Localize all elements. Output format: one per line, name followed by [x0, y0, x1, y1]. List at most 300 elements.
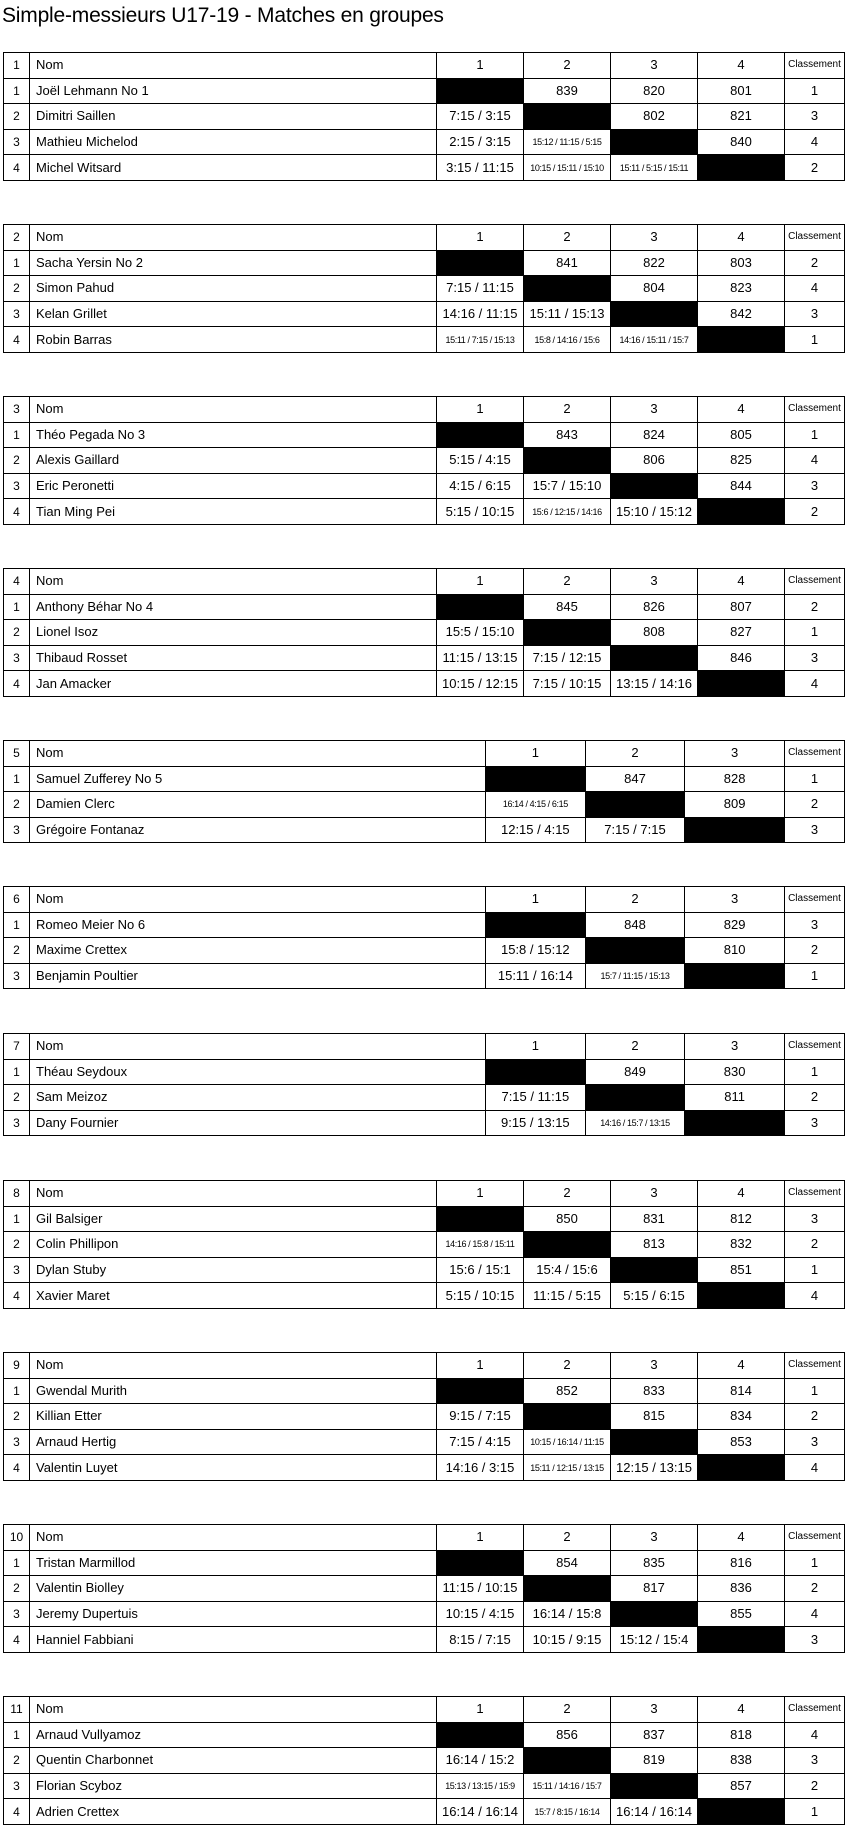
- match-result: 7:15 / 4:15: [437, 1429, 524, 1455]
- player-position: 3: [4, 963, 30, 989]
- group-table: [3, 568, 845, 697]
- classement-column-header: Classement: [785, 569, 845, 595]
- player-position: 4: [4, 155, 30, 181]
- group-number: 9: [4, 1353, 30, 1379]
- match-result: 846: [698, 645, 785, 671]
- player-name: Xavier Maret: [30, 1283, 437, 1309]
- player-position: 1: [4, 766, 30, 792]
- player-position: 2: [4, 1748, 30, 1774]
- player-position: 1: [4, 1206, 30, 1232]
- player-position: 3: [4, 1429, 30, 1455]
- opponent-column-header: 4: [698, 225, 785, 251]
- player-rank: 4: [785, 671, 845, 697]
- player-name: Théo Pegada No 3: [30, 422, 437, 448]
- classement-column-header: Classement: [785, 1525, 845, 1551]
- self-match-cell: [524, 276, 611, 302]
- self-match-cell: [524, 620, 611, 646]
- match-result: 15:8 / 15:12: [486, 938, 586, 964]
- match-result: 821: [698, 104, 785, 130]
- match-result: 15:7 / 8:15 / 16:14: [524, 1799, 611, 1825]
- match-result: 4:15 / 6:15: [437, 473, 524, 499]
- player-position: 4: [4, 671, 30, 697]
- player-rank: 2: [785, 594, 845, 620]
- match-result: 16:14 / 4:15 / 6:15: [486, 792, 586, 818]
- match-result: 15:6 / 15:1: [437, 1257, 524, 1283]
- match-result: 14:16 / 3:15: [437, 1455, 524, 1481]
- classement-column-header: Classement: [784, 887, 844, 913]
- player-name: Quentin Charbonnet: [30, 1748, 437, 1774]
- opponent-column-header: 3: [611, 53, 698, 79]
- player-name: Arnaud Hertig: [30, 1429, 437, 1455]
- match-result: 5:15 / 4:15: [437, 448, 524, 474]
- group-header-row: [4, 53, 845, 79]
- table-row: [4, 594, 845, 620]
- match-result: 813: [611, 1232, 698, 1258]
- self-match-cell: [685, 817, 785, 843]
- match-result: 842: [698, 301, 785, 327]
- group-number: 8: [4, 1181, 30, 1207]
- table-row: [4, 1799, 845, 1825]
- name-column-header: Nom: [30, 887, 486, 913]
- player-position: 1: [4, 1378, 30, 1404]
- self-match-cell: [698, 1799, 785, 1825]
- table-row: [4, 1085, 845, 1111]
- player-position: 3: [4, 817, 30, 843]
- self-match-cell: [486, 1059, 586, 1085]
- match-result: 807: [698, 594, 785, 620]
- group-header-row: [4, 1697, 845, 1723]
- table-row: [4, 155, 845, 181]
- table-row: [4, 1455, 845, 1481]
- group-table: [3, 1696, 845, 1825]
- self-match-cell: [524, 1232, 611, 1258]
- match-result: 856: [524, 1722, 611, 1748]
- self-match-cell: [685, 963, 785, 989]
- classement-column-header: Classement: [785, 1181, 845, 1207]
- opponent-column-header: 2: [524, 1697, 611, 1723]
- table-row: [4, 1059, 845, 1085]
- match-result: 10:15 / 15:11 / 15:10: [524, 155, 611, 181]
- name-column-header: Nom: [30, 397, 437, 423]
- player-name: Sam Meizoz: [30, 1085, 486, 1111]
- player-name: Mathieu Michelod: [30, 129, 437, 155]
- name-column-header: Nom: [30, 1181, 437, 1207]
- name-column-header: Nom: [30, 225, 437, 251]
- opponent-column-header: 3: [611, 1697, 698, 1723]
- self-match-cell: [611, 129, 698, 155]
- player-position: 2: [4, 276, 30, 302]
- player-position: 3: [4, 645, 30, 671]
- match-result: 16:14 / 15:2: [437, 1748, 524, 1774]
- opponent-column-header: 3: [611, 225, 698, 251]
- group-number: 6: [4, 887, 30, 913]
- opponent-column-header: 4: [698, 1181, 785, 1207]
- match-result: 814: [698, 1378, 785, 1404]
- opponent-column-header: 1: [437, 1697, 524, 1723]
- group-number: 3: [4, 397, 30, 423]
- player-name: Michel Witsard: [30, 155, 437, 181]
- player-position: 3: [4, 1773, 30, 1799]
- player-rank: 1: [785, 1799, 845, 1825]
- opponent-column-header: 2: [585, 1034, 685, 1060]
- player-position: 1: [4, 594, 30, 620]
- player-position: 3: [4, 129, 30, 155]
- player-rank: 2: [784, 1085, 844, 1111]
- self-match-cell: [685, 1110, 785, 1136]
- table-row: [4, 1773, 845, 1799]
- match-result: 15:8 / 14:16 / 15:6: [524, 327, 611, 353]
- self-match-cell: [611, 1257, 698, 1283]
- group-table: [3, 1180, 845, 1309]
- group-number: 5: [4, 741, 30, 767]
- match-result: 15:7 / 11:15 / 15:13: [585, 963, 685, 989]
- match-result: 819: [611, 1748, 698, 1774]
- group-number: 11: [4, 1697, 30, 1723]
- table-row: [4, 671, 845, 697]
- player-rank: 3: [785, 645, 845, 671]
- match-result: 16:14 / 15:8: [524, 1601, 611, 1627]
- player-rank: 3: [784, 1110, 844, 1136]
- self-match-cell: [698, 1283, 785, 1309]
- match-result: 812: [698, 1206, 785, 1232]
- player-rank: 2: [785, 1773, 845, 1799]
- table-row: [4, 327, 845, 353]
- self-match-cell: [437, 1550, 524, 1576]
- self-match-cell: [437, 594, 524, 620]
- player-name: Samuel Zufferey No 5: [30, 766, 486, 792]
- player-name: Eric Peronetti: [30, 473, 437, 499]
- match-result: 815: [611, 1404, 698, 1430]
- match-result: 10:15 / 12:15: [437, 671, 524, 697]
- match-result: 15:12 / 11:15 / 5:15: [524, 129, 611, 155]
- player-name: Théau Seydoux: [30, 1059, 486, 1085]
- player-rank: 1: [784, 1059, 844, 1085]
- self-match-cell: [698, 1627, 785, 1653]
- self-match-cell: [698, 327, 785, 353]
- opponent-column-header: 2: [585, 741, 685, 767]
- player-name: Damien Clerc: [30, 792, 486, 818]
- player-rank: 4: [785, 1722, 845, 1748]
- match-result: 852: [524, 1378, 611, 1404]
- self-match-cell: [486, 912, 586, 938]
- page-title: Simple-messieurs U17-19 - Matches en groupes: [2, 4, 444, 27]
- player-position: 2: [4, 938, 30, 964]
- self-match-cell: [437, 250, 524, 276]
- player-name: Grégoire Fontanaz: [30, 817, 486, 843]
- player-rank: 4: [785, 276, 845, 302]
- match-result: 15:12 / 15:4: [611, 1627, 698, 1653]
- match-result: 809: [685, 792, 785, 818]
- match-result: 14:16 / 15:7 / 13:15: [585, 1110, 685, 1136]
- group-header-row: [4, 1181, 845, 1207]
- group-number: 7: [4, 1034, 30, 1060]
- player-position: 1: [4, 912, 30, 938]
- player-rank: 1: [785, 1550, 845, 1576]
- self-match-cell: [585, 792, 685, 818]
- match-result: 7:15 / 12:15: [524, 645, 611, 671]
- self-match-cell: [611, 645, 698, 671]
- match-result: 803: [698, 250, 785, 276]
- match-result: 824: [611, 422, 698, 448]
- player-rank: 3: [785, 473, 845, 499]
- table-row: [4, 912, 845, 938]
- player-rank: 3: [785, 1627, 845, 1653]
- group-table: [3, 224, 845, 353]
- player-name: Dimitri Saillen: [30, 104, 437, 130]
- name-column-header: Nom: [30, 53, 437, 79]
- match-result: 11:15 / 13:15: [437, 645, 524, 671]
- player-rank: 2: [785, 1576, 845, 1602]
- group-table: [3, 1524, 845, 1653]
- match-result: 16:14 / 16:14: [437, 1799, 524, 1825]
- player-rank: 2: [784, 938, 844, 964]
- table-row: [4, 1257, 845, 1283]
- player-rank: 2: [785, 250, 845, 276]
- opponent-column-header: 3: [611, 569, 698, 595]
- group-header-row: [4, 887, 845, 913]
- classement-column-header: Classement: [784, 1034, 844, 1060]
- match-result: 810: [685, 938, 785, 964]
- player-position: 2: [4, 1232, 30, 1258]
- classement-column-header: Classement: [785, 1697, 845, 1723]
- match-result: 15:11 / 16:14: [486, 963, 586, 989]
- match-result: 16:14 / 16:14: [611, 1799, 698, 1825]
- match-result: 14:16 / 15:8 / 15:11: [437, 1232, 524, 1258]
- self-match-cell: [437, 422, 524, 448]
- table-row: [4, 422, 845, 448]
- opponent-column-header: 2: [585, 887, 685, 913]
- match-result: 850: [524, 1206, 611, 1232]
- player-rank: 1: [785, 1378, 845, 1404]
- table-row: [4, 1283, 845, 1309]
- player-name: Anthony Béhar No 4: [30, 594, 437, 620]
- match-result: 845: [524, 594, 611, 620]
- match-result: 7:15 / 11:15: [437, 276, 524, 302]
- player-position: 2: [4, 448, 30, 474]
- player-name: Adrien Crettex: [30, 1799, 437, 1825]
- group-header-row: [4, 397, 845, 423]
- self-match-cell: [437, 78, 524, 104]
- match-result: 10:15 / 4:15: [437, 1601, 524, 1627]
- opponent-column-header: 2: [524, 1353, 611, 1379]
- opponent-column-header: 1: [437, 225, 524, 251]
- match-result: 830: [685, 1059, 785, 1085]
- opponent-column-header: 3: [685, 887, 785, 913]
- match-result: 843: [524, 422, 611, 448]
- name-column-header: Nom: [30, 741, 486, 767]
- player-position: 4: [4, 1455, 30, 1481]
- player-rank: 2: [785, 155, 845, 181]
- classement-column-header: Classement: [785, 1353, 845, 1379]
- player-rank: 1: [784, 766, 844, 792]
- group-number: 10: [4, 1525, 30, 1551]
- player-rank: 3: [785, 1748, 845, 1774]
- table-row: [4, 1576, 845, 1602]
- table-row: [4, 792, 845, 818]
- group-number: 4: [4, 569, 30, 595]
- match-result: 801: [698, 78, 785, 104]
- opponent-column-header: 4: [698, 1525, 785, 1551]
- table-row: [4, 938, 845, 964]
- table-row: [4, 1748, 845, 1774]
- player-position: 4: [4, 327, 30, 353]
- match-result: 15:11 / 7:15 / 15:13: [437, 327, 524, 353]
- match-result: 839: [524, 78, 611, 104]
- table-row: [4, 104, 845, 130]
- opponent-column-header: 2: [524, 1525, 611, 1551]
- match-result: 15:11 / 12:15 / 13:15: [524, 1455, 611, 1481]
- table-row: [4, 1378, 845, 1404]
- match-result: 833: [611, 1378, 698, 1404]
- player-position: 4: [4, 1627, 30, 1653]
- match-result: 5:15 / 10:15: [437, 499, 524, 525]
- match-result: 3:15 / 11:15: [437, 155, 524, 181]
- player-position: 1: [4, 1550, 30, 1576]
- opponent-column-header: 3: [611, 397, 698, 423]
- player-rank: 2: [785, 499, 845, 525]
- player-name: Florian Scyboz: [30, 1773, 437, 1799]
- player-position: 3: [4, 1257, 30, 1283]
- match-result: 15:10 / 15:12: [611, 499, 698, 525]
- match-result: 841: [524, 250, 611, 276]
- player-name: Joël Lehmann No 1: [30, 78, 437, 104]
- player-rank: 2: [784, 792, 844, 818]
- player-name: Tian Ming Pei: [30, 499, 437, 525]
- player-name: Arnaud Vullyamoz: [30, 1722, 437, 1748]
- self-match-cell: [585, 938, 685, 964]
- player-position: 2: [4, 1085, 30, 1111]
- player-name: Lionel Isoz: [30, 620, 437, 646]
- self-match-cell: [698, 155, 785, 181]
- self-match-cell: [611, 473, 698, 499]
- opponent-column-header: 1: [486, 887, 586, 913]
- self-match-cell: [524, 1404, 611, 1430]
- match-result: 831: [611, 1206, 698, 1232]
- player-rank: 3: [785, 104, 845, 130]
- match-result: 8:15 / 7:15: [437, 1627, 524, 1653]
- player-position: 1: [4, 250, 30, 276]
- match-result: 5:15 / 10:15: [437, 1283, 524, 1309]
- table-row: [4, 645, 845, 671]
- opponent-column-header: 2: [524, 1181, 611, 1207]
- match-result: 853: [698, 1429, 785, 1455]
- match-result: 834: [698, 1404, 785, 1430]
- player-position: 3: [4, 1601, 30, 1627]
- match-result: 804: [611, 276, 698, 302]
- group-table: [3, 396, 845, 525]
- self-match-cell: [524, 104, 611, 130]
- opponent-column-header: 1: [437, 1525, 524, 1551]
- classement-column-header: Classement: [784, 741, 844, 767]
- table-row: [4, 1429, 845, 1455]
- player-position: 2: [4, 104, 30, 130]
- player-name: Gil Balsiger: [30, 1206, 437, 1232]
- opponent-column-header: 4: [698, 53, 785, 79]
- player-name: Colin Phillipon: [30, 1232, 437, 1258]
- match-result: 811: [685, 1085, 785, 1111]
- match-result: 12:15 / 4:15: [486, 817, 586, 843]
- player-name: Sacha Yersin No 2: [30, 250, 437, 276]
- group-number: 1: [4, 53, 30, 79]
- match-result: 825: [698, 448, 785, 474]
- player-name: Jan Amacker: [30, 671, 437, 697]
- match-result: 12:15 / 13:15: [611, 1455, 698, 1481]
- player-name: Killian Etter: [30, 1404, 437, 1430]
- group-header-row: [4, 1353, 845, 1379]
- table-row: [4, 1110, 845, 1136]
- match-result: 848: [585, 912, 685, 938]
- match-result: 828: [685, 766, 785, 792]
- opponent-column-header: 4: [698, 569, 785, 595]
- table-row: [4, 1550, 845, 1576]
- table-row: [4, 250, 845, 276]
- match-result: 854: [524, 1550, 611, 1576]
- player-rank: 2: [785, 1232, 845, 1258]
- player-name: Simon Pahud: [30, 276, 437, 302]
- player-name: Gwendal Murith: [30, 1378, 437, 1404]
- player-position: 4: [4, 1283, 30, 1309]
- match-result: 826: [611, 594, 698, 620]
- match-result: 849: [585, 1059, 685, 1085]
- name-column-header: Nom: [30, 1034, 486, 1060]
- opponent-column-header: 3: [685, 741, 785, 767]
- opponent-column-header: 2: [524, 397, 611, 423]
- name-column-header: Nom: [30, 1353, 437, 1379]
- player-rank: 1: [785, 1257, 845, 1283]
- self-match-cell: [437, 1722, 524, 1748]
- opponent-column-header: 1: [486, 1034, 586, 1060]
- player-rank: 3: [784, 912, 844, 938]
- player-rank: 4: [785, 448, 845, 474]
- table-row: [4, 620, 845, 646]
- player-position: 2: [4, 1576, 30, 1602]
- classement-column-header: Classement: [785, 397, 845, 423]
- player-position: 1: [4, 1059, 30, 1085]
- match-result: 808: [611, 620, 698, 646]
- match-result: 15:5 / 15:10: [437, 620, 524, 646]
- opponent-column-header: 2: [524, 53, 611, 79]
- group-header-row: [4, 1525, 845, 1551]
- table-row: [4, 473, 845, 499]
- match-result: 805: [698, 422, 785, 448]
- player-position: 2: [4, 620, 30, 646]
- group-table: [3, 1352, 845, 1481]
- opponent-column-header: 4: [698, 1697, 785, 1723]
- match-result: 822: [611, 250, 698, 276]
- group-table: [3, 52, 845, 181]
- player-name: Maxime Crettex: [30, 938, 486, 964]
- player-rank: 1: [784, 963, 844, 989]
- player-rank: 3: [785, 1429, 845, 1455]
- player-rank: 4: [785, 1455, 845, 1481]
- player-position: 1: [4, 1722, 30, 1748]
- player-rank: 1: [785, 422, 845, 448]
- self-match-cell: [611, 1601, 698, 1627]
- table-row: [4, 1206, 845, 1232]
- group-table: [3, 1033, 845, 1136]
- self-match-cell: [524, 448, 611, 474]
- table-row: [4, 276, 845, 302]
- opponent-column-header: 4: [698, 1353, 785, 1379]
- table-row: [4, 448, 845, 474]
- match-result: 5:15 / 6:15: [611, 1283, 698, 1309]
- name-column-header: Nom: [30, 1525, 437, 1551]
- match-result: 838: [698, 1748, 785, 1774]
- match-result: 7:15 / 7:15: [585, 817, 685, 843]
- match-result: 11:15 / 10:15: [437, 1576, 524, 1602]
- match-result: 11:15 / 5:15: [524, 1283, 611, 1309]
- opponent-column-header: 2: [524, 225, 611, 251]
